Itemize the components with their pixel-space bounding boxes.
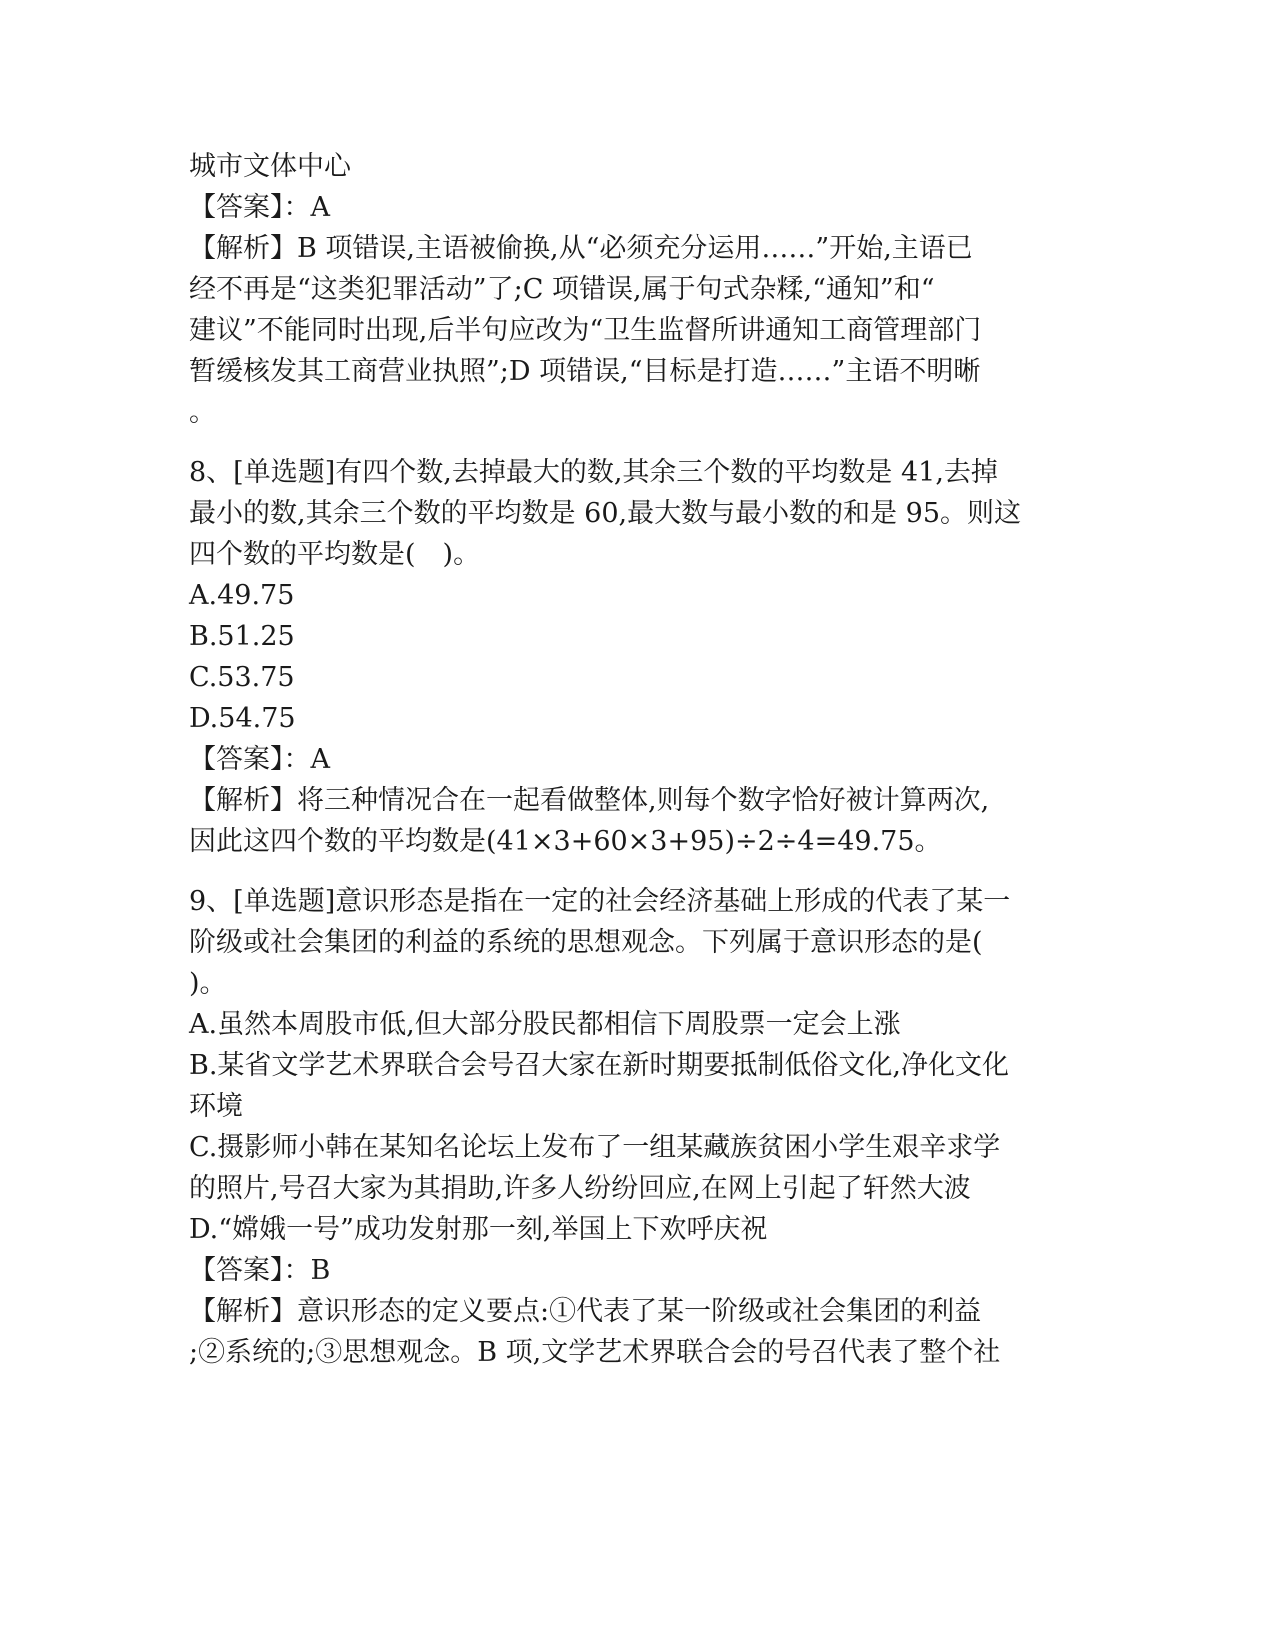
question-8-stem: 四个数的平均数是( )。	[189, 539, 481, 570]
option-c: C.摄影师小韩在某知名论坛上发布了一组某藏族贫困小学生艰辛求学	[189, 1132, 1001, 1163]
analysis-line: 【解析】意识形态的定义要点:①代表了某一阶级或社会集团的利益	[189, 1296, 982, 1327]
analysis-line: 【解析】将三种情况合在一起看做整体,则每个数字恰好被计算两次,	[189, 785, 990, 816]
option-d: D.“嫦娥一号”成功发射那一刻,举国上下欢呼庆祝	[189, 1214, 768, 1245]
question-9-stem: 阶级或社会集团的利益的系统的思想观念。下列属于意识形态的是(	[189, 927, 983, 958]
option-d: D.54.75	[189, 703, 296, 734]
text-line: 城市文体中心	[189, 151, 351, 182]
question-9-stem: )。	[189, 968, 227, 999]
answer-line: 【答案】：A	[189, 744, 330, 775]
question-9-stem: 9、[单选题]意识形态是指在一定的社会经济基础上形成的代表了某一	[189, 886, 1011, 917]
question-8-stem: 最小的数,其余三个数的平均数是 60,最大数与最小数的和是 95。则这	[189, 498, 1022, 529]
answer-line: 【答案】：A	[189, 192, 330, 223]
option-c: 的照片,号召大家为其捐助,许多人纷纷回应,在网上引起了轩然大波	[189, 1173, 971, 1204]
analysis-line: 因此这四个数的平均数是(41×3+60×3+95)÷2÷4=49.75。	[189, 826, 942, 857]
analysis-line: 建议”不能同时出现,后半句应改为“卫生监督所讲通知工商管理部门	[189, 315, 982, 346]
analysis-line: 。	[189, 397, 216, 428]
analysis-line: 暂缓核发其工商营业执照”;D 项错误,“目标是打造……”主语不明晰	[189, 356, 981, 387]
question-8-stem: 8、[单选题]有四个数,去掉最大的数,其余三个数的平均数是 41,去掉	[189, 457, 998, 488]
option-c: C.53.75	[189, 662, 295, 693]
option-b: B.51.25	[189, 621, 295, 652]
option-b: 环境	[189, 1091, 243, 1122]
analysis-line: 经不再是“这类犯罪活动”了;C 项错误,属于句式杂糅,“通知”和“	[189, 274, 935, 305]
option-b: B.某省文学艺术界联合会号召大家在新时期要抵制低俗文化,净化文化	[189, 1050, 1010, 1081]
analysis-line: ;②系统的;③思想观念。B 项,文学艺术界联合会的号召代表了整个社	[189, 1337, 1001, 1368]
option-a: A.49.75	[189, 580, 295, 611]
answer-line: 【答案】：B	[189, 1255, 331, 1286]
option-a: A.虽然本周股市低,但大部分股民都相信下周股票一定会上涨	[189, 1009, 901, 1040]
analysis-line: 【解析】B 项错误,主语被偷换,从“必须充分运用……”开始,主语已	[189, 233, 973, 264]
